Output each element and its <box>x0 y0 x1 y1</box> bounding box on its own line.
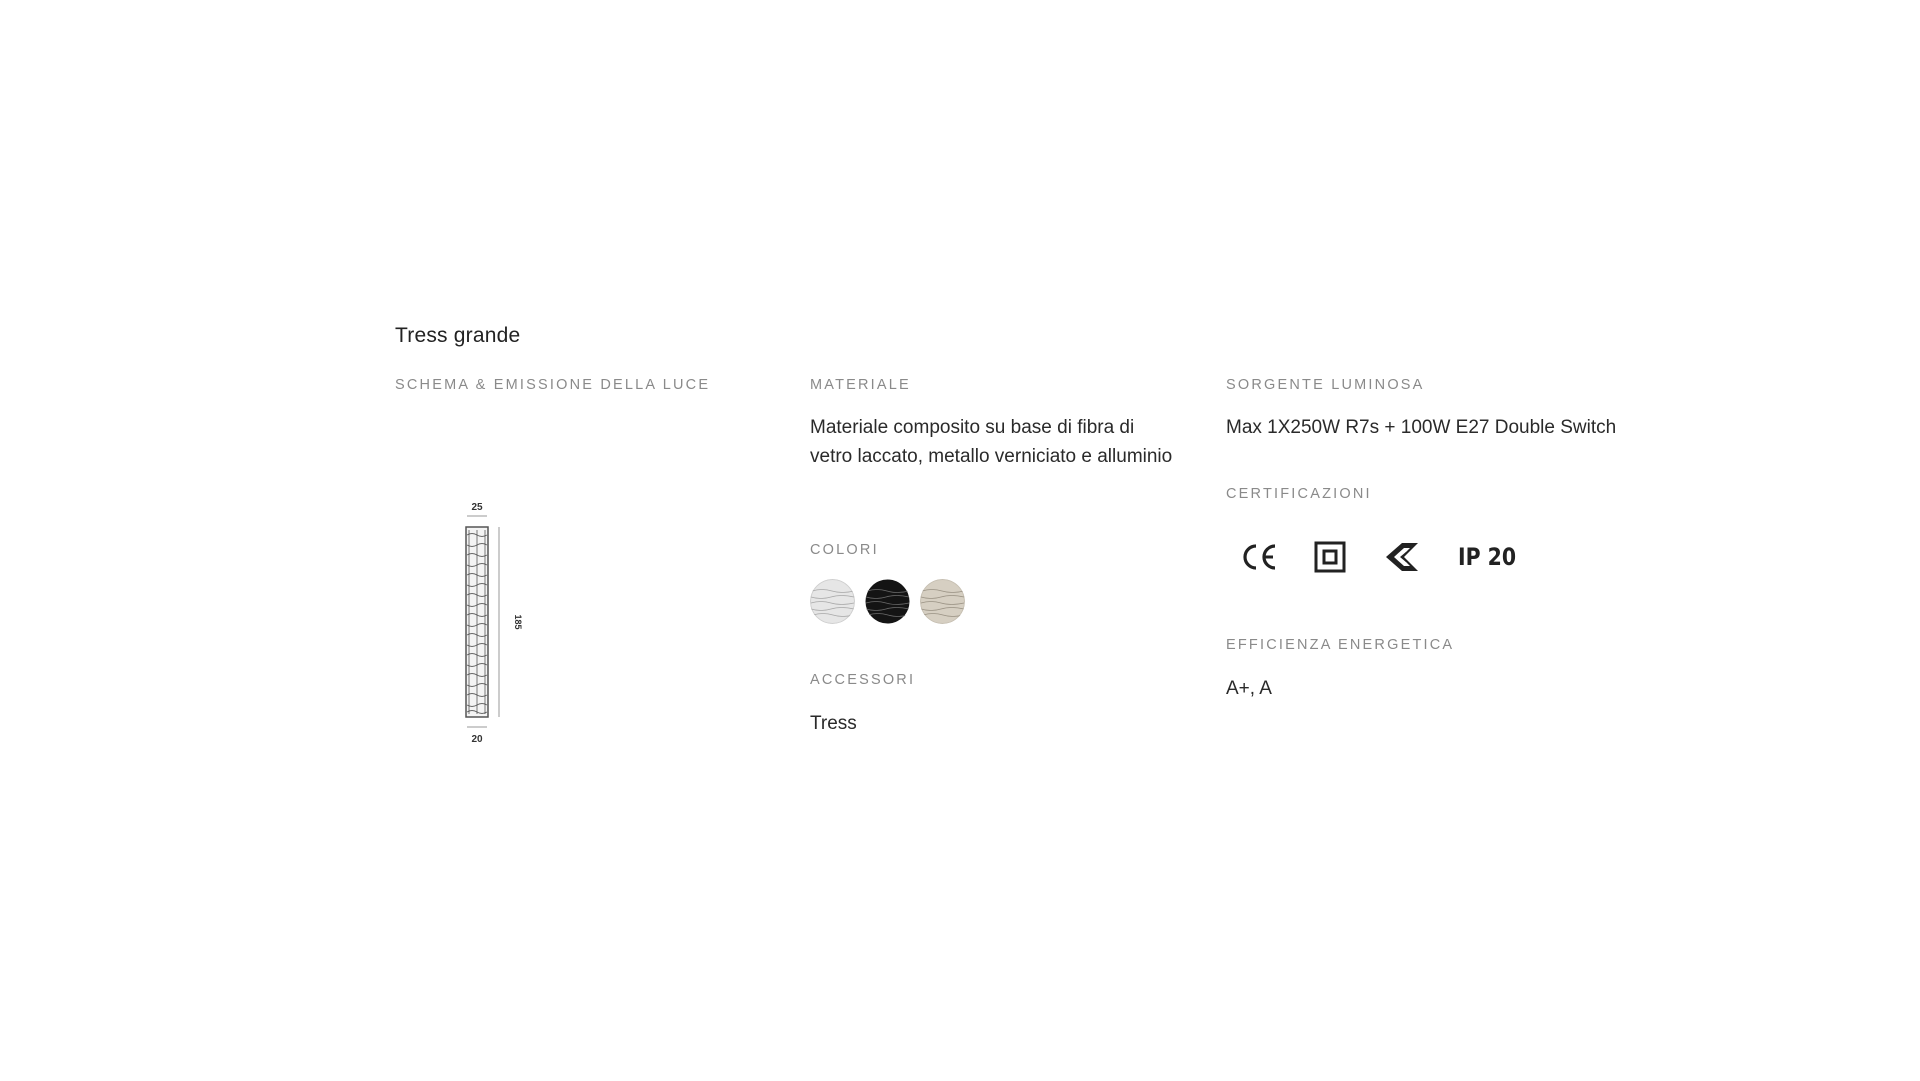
enec-mark-icon <box>1382 537 1422 577</box>
lamp-diagram <box>455 500 535 750</box>
ce-mark-icon <box>1240 537 1278 577</box>
materiale-section <box>810 378 1190 392</box>
certificazioni-label: CERTIFICAZIONI <box>1226 486 1372 502</box>
color-swatch-white[interactable] <box>810 579 855 624</box>
accessori-value[interactable]: Tress <box>810 713 857 734</box>
schema-section <box>395 378 775 392</box>
materiale-label: MATERIALE <box>810 377 911 393</box>
sorgente-section <box>1226 378 1666 392</box>
schema-label: SCHEMA & EMISSIONE DELLA LUCE <box>395 377 711 393</box>
sorgente-value: Max 1X250W R7s + 100W E27 Double Switch <box>1226 417 1617 438</box>
color-swatch-black[interactable] <box>865 579 910 624</box>
color-swatch-cream[interactable] <box>920 579 965 624</box>
sorgente-label: SORGENTE LUMINOSA <box>1226 377 1425 393</box>
materiale-text: Materiale composito su base di fibra di vetro laccato, metallo verniciato e alluminio <box>810 417 1173 467</box>
colori-label: COLORI <box>810 542 879 558</box>
accessori-label: ACCESSORI <box>810 672 916 688</box>
dimension-height-label: 185 <box>513 614 523 630</box>
dimension-bottom-label: 20 <box>471 734 483 745</box>
efficienza-label: EFFICIENZA ENERGETICA <box>1226 637 1455 653</box>
certification-icons <box>1240 537 1526 577</box>
color-swatches <box>810 579 965 624</box>
product-title: Tress grande <box>395 324 521 347</box>
dimension-top-label: 25 <box>471 502 483 513</box>
double-insulation-icon <box>1314 537 1346 577</box>
efficienza-value: A+, A <box>1226 678 1272 699</box>
ip-rating-label: IP 20 <box>1458 543 1517 571</box>
